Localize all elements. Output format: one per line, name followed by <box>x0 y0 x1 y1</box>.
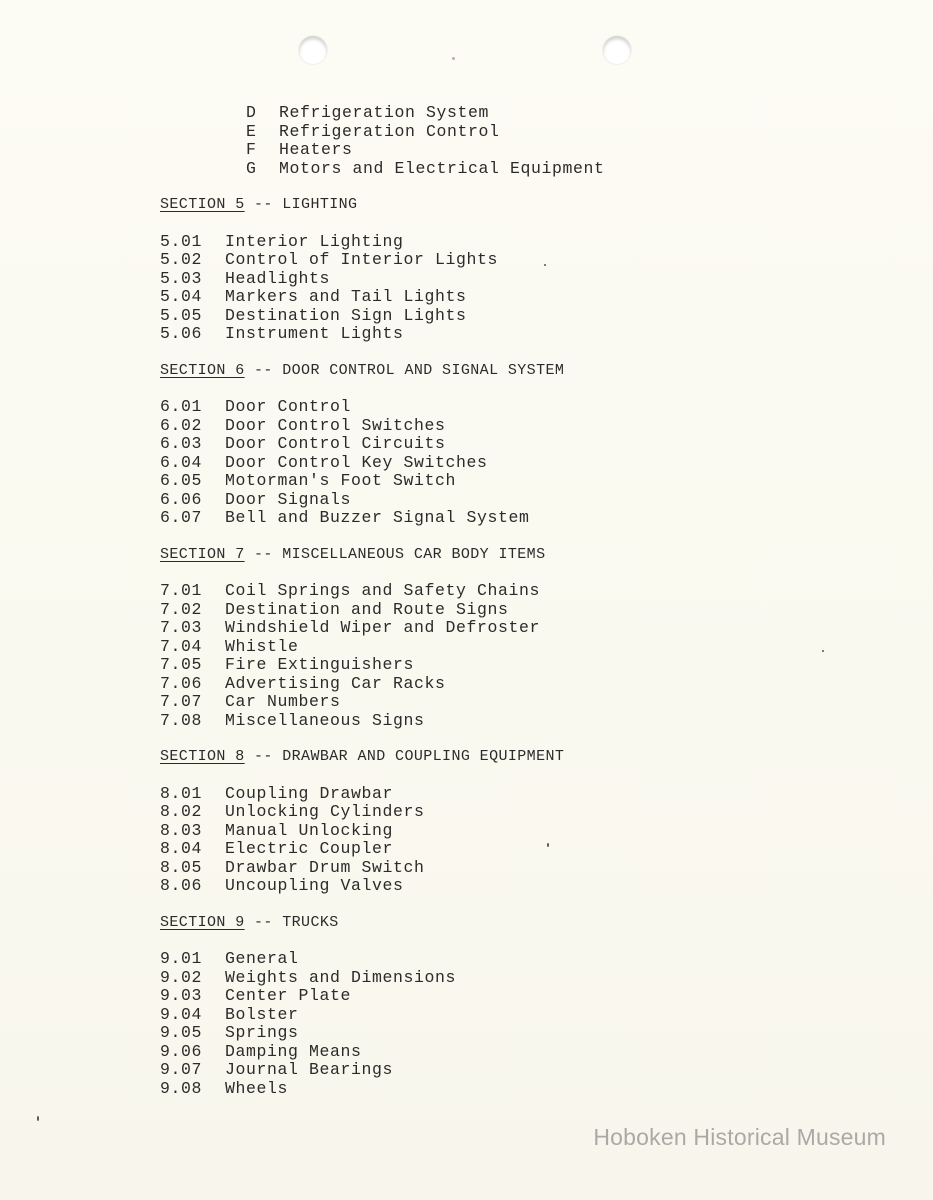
section-6 <box>160 362 860 528</box>
list-item <box>160 233 860 252</box>
item-text: Control of Interior Lights <box>225 250 499 269</box>
list-item <box>160 803 860 822</box>
item-code: 7.03 <box>160 618 203 637</box>
item-code: 7.04 <box>160 636 203 656</box>
item-text: Motorman's Foot Switch <box>225 471 457 490</box>
list-item <box>160 1006 860 1025</box>
list-item <box>160 491 860 510</box>
subitem-text: Heaters <box>279 140 353 159</box>
item-text: Bell and Buzzer Signal System <box>225 508 530 527</box>
punch-hole-right <box>603 36 631 64</box>
section-8 <box>160 748 860 896</box>
item-text: Miscellaneous Signs <box>225 710 425 730</box>
item-text: Advertising Car Racks <box>225 673 446 693</box>
list-item <box>160 601 860 620</box>
item-text: Destination Sign Lights <box>225 305 467 325</box>
list-item <box>160 472 860 491</box>
item-code: 6.05 <box>160 471 203 490</box>
item-code: 7.01 <box>160 581 203 600</box>
item-text: Coil Springs and Safety Chains <box>225 581 541 600</box>
continued-subitems <box>160 104 860 178</box>
subitem-text: Refrigeration System <box>279 103 490 122</box>
list-item <box>160 398 860 417</box>
item-code: 6.01 <box>160 397 203 416</box>
item-text: Headlights <box>225 268 331 288</box>
item-text: Electric Coupler <box>225 839 394 858</box>
item-code: 6.02 <box>160 415 203 435</box>
item-code: 8.02 <box>160 802 203 821</box>
item-text: Door Control Key Switches <box>225 452 488 472</box>
item-text: Markers and Tail Lights <box>225 287 467 306</box>
item-code: 8.05 <box>160 857 203 877</box>
list-item <box>160 969 860 988</box>
section-7 <box>160 546 860 731</box>
list-item <box>160 656 860 675</box>
section-9 <box>160 914 860 1099</box>
list-item <box>160 325 860 344</box>
item-text: Manual Unlocking <box>225 820 394 840</box>
list-item <box>160 840 860 859</box>
list-item <box>160 307 860 326</box>
item-code: 6.06 <box>160 489 203 509</box>
list-item <box>160 877 860 896</box>
item-code: 8.03 <box>160 820 203 840</box>
item-text: Weights and Dimensions <box>225 967 457 987</box>
item-code: 6.07 <box>160 508 203 527</box>
item-code: 6.03 <box>160 434 203 453</box>
list-item <box>160 417 860 436</box>
item-text: Drawbar Drum Switch <box>225 857 425 877</box>
item-text: Journal Bearings <box>225 1060 394 1079</box>
item-text: Door Signals <box>225 489 352 509</box>
item-code: 7.05 <box>160 655 203 674</box>
section-heading <box>160 362 860 381</box>
list-item <box>160 619 860 638</box>
item-text: Door Control Switches <box>225 415 446 435</box>
list-item <box>160 1061 860 1080</box>
item-text: Destination and Route Signs <box>225 599 509 619</box>
item-code: 7.02 <box>160 599 203 619</box>
section-title: -- LIGHTING <box>254 196 358 213</box>
item-code: 8.06 <box>160 876 203 895</box>
section-heading <box>160 748 860 767</box>
item-text: Wheels <box>225 1078 289 1098</box>
item-text: General <box>225 949 299 968</box>
list-item <box>160 859 860 878</box>
subitem-letter: F <box>246 140 257 159</box>
list-item <box>160 509 860 528</box>
subitem-text: Refrigeration Control <box>279 121 500 141</box>
item-text: Center Plate <box>225 986 352 1005</box>
subitem-letter: G <box>246 158 257 178</box>
list-item <box>160 251 860 270</box>
subitem-letter: E <box>246 121 257 141</box>
item-text: Bolster <box>225 1004 299 1024</box>
item-text: Car Numbers <box>225 692 341 711</box>
item-code: 8.01 <box>160 783 203 803</box>
subitem-row <box>160 123 860 142</box>
list-item <box>160 712 860 731</box>
item-code: 5.01 <box>160 231 203 251</box>
list-item <box>160 822 860 841</box>
section-label: SECTION 6 <box>160 361 245 379</box>
item-code: 7.06 <box>160 673 203 693</box>
item-code: 9.08 <box>160 1078 203 1098</box>
paper-speck <box>452 57 455 60</box>
list-item <box>160 1024 860 1043</box>
item-text: Unlocking Cylinders <box>225 802 425 821</box>
section-title: -- DRAWBAR AND COUPLING EQUIPMENT <box>254 748 565 765</box>
item-text: Door Control Circuits <box>225 434 446 453</box>
section-title: -- MISCELLANEOUS CAR BODY ITEMS <box>254 545 546 563</box>
section-heading <box>160 546 860 565</box>
subitem-letter: D <box>246 103 257 122</box>
item-code: 9.06 <box>160 1041 203 1061</box>
section-label: SECTION 8 <box>160 748 245 765</box>
list-item <box>160 987 860 1006</box>
paper-speck <box>37 1116 39 1121</box>
item-text: Whistle <box>225 636 299 656</box>
item-code: 5.05 <box>160 305 203 325</box>
item-code: 8.04 <box>160 839 203 858</box>
subitem-row <box>160 160 860 179</box>
subitem-row <box>160 104 860 123</box>
list-item <box>160 288 860 307</box>
section-title: -- DOOR CONTROL AND SIGNAL SYSTEM <box>254 361 565 379</box>
item-code: 5.02 <box>160 250 203 269</box>
section-heading <box>160 196 860 215</box>
list-item <box>160 785 860 804</box>
list-item <box>160 693 860 712</box>
item-code: 6.04 <box>160 452 203 472</box>
item-text: Interior Lighting <box>225 231 404 251</box>
punch-hole-left <box>299 36 327 64</box>
item-code: 9.02 <box>160 967 203 987</box>
section-label: SECTION 7 <box>160 545 245 563</box>
section-5 <box>160 196 860 344</box>
item-code: 5.04 <box>160 287 203 306</box>
contents-list <box>160 104 860 1098</box>
list-item <box>160 675 860 694</box>
item-text: Fire Extinguishers <box>225 655 415 674</box>
section-title: -- TRUCKS <box>254 913 339 931</box>
item-code: 9.04 <box>160 1004 203 1024</box>
item-text: Door Control <box>225 397 352 416</box>
section-label: SECTION 9 <box>160 913 245 931</box>
item-text: Coupling Drawbar <box>225 783 394 803</box>
museum-watermark: Hoboken Historical Museum <box>593 1124 886 1150</box>
item-code: 9.07 <box>160 1060 203 1079</box>
item-code: 5.03 <box>160 268 203 288</box>
item-code: 7.08 <box>160 710 203 730</box>
list-item <box>160 454 860 473</box>
list-item <box>160 950 860 969</box>
section-label: SECTION 5 <box>160 196 245 213</box>
subitem-row <box>160 141 860 160</box>
item-code: 7.07 <box>160 692 203 711</box>
list-item <box>160 1043 860 1062</box>
item-code: 5.06 <box>160 324 203 343</box>
list-item <box>160 1080 860 1099</box>
item-text: Springs <box>225 1023 299 1042</box>
list-item <box>160 435 860 454</box>
item-text: Damping Means <box>225 1041 362 1061</box>
item-code: 9.03 <box>160 986 203 1005</box>
section-heading <box>160 914 860 933</box>
item-text: Instrument Lights <box>225 324 404 343</box>
list-item <box>160 582 860 601</box>
item-text: Uncoupling Valves <box>225 876 404 895</box>
item-code: 9.05 <box>160 1023 203 1042</box>
subitem-text: Motors and Electrical Equipment <box>279 158 605 178</box>
list-item <box>160 638 860 657</box>
item-code: 9.01 <box>160 949 203 968</box>
item-text: Windshield Wiper and Defroster <box>225 618 541 637</box>
list-item <box>160 270 860 289</box>
